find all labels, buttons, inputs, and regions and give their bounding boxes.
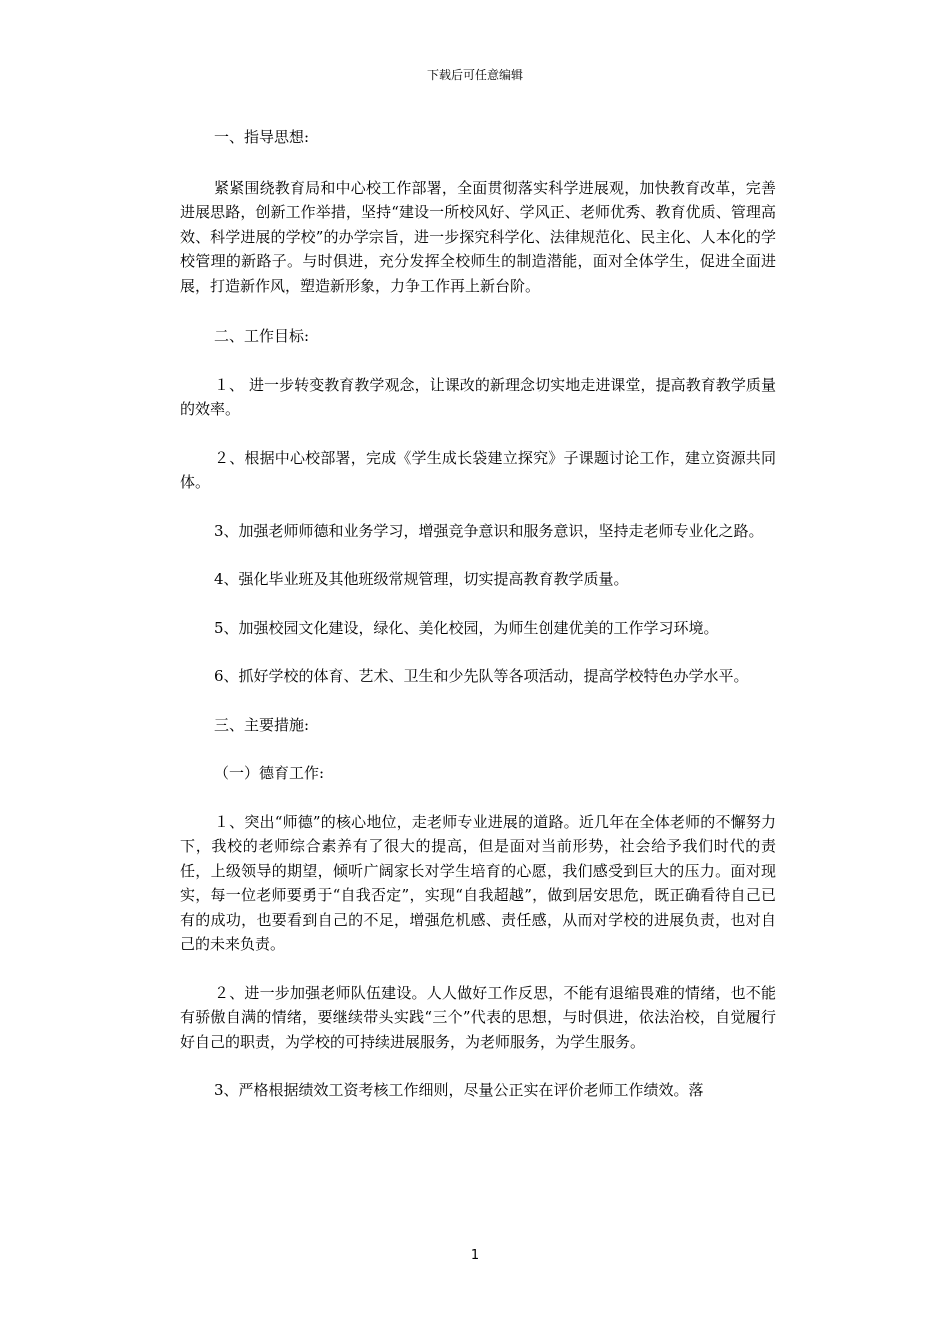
header-note: 下载后可任意编辑 [426, 68, 523, 82]
measure-item-3: 3、严格根据绩效工资考核工作细则，尽量公正实在评价老师工作绩效。落 [214, 1081, 704, 1099]
page-number: 1 [470, 1248, 480, 1263]
goal-item-2: ２、根据中心校部署，完成《学生成长袋建立探究》子课题讨论工作，建立资源共同体。 [180, 448, 776, 491]
goal-item-6: 6、抓好学校的体育、艺术、卫生和少先队等各项活动，提高学校特色办学水平。 [214, 667, 749, 685]
goal-item-5: 5、加强校园文化建设，绿化、美化校园，为师生创建优美的工作学习环境。 [214, 618, 719, 637]
heading-work-goals: 二、工作目标: [214, 327, 310, 345]
heading-main-measures: 三、主要措施: [214, 715, 310, 734]
measure-item-1: １、突出“师德”的核心地位，走老师专业进展的道路。近几年在全体老师的不懈努力下，我校的老师综合素养有了很大的提高，但是面对当前形势，社会给予我们时代的责任，上级领导的期望，倾听广阔家长对学生培育的心愿，我们感受到巨大的压力。面对现实，每一位老师要勇于“自我否定”，实现“自我超越”，做到居安思危，既正确看待自己已有的成功，也要看到自己的不足，增强危机感、责任感，从而对学校的进展负责，也对自己的未来负责。 [180, 812, 776, 953]
measure-item-2: ２、进一步加强老师队伍建设。人人做好工作反思，不能有退缩畏难的情绪，也不能有骄傲自满的情绪，要继续带头实践“三个”代表的思想，与时俱进，依法治校，自觉履行好自己的职责，为学校的可持续进展服务，为老师服务，为学生服务。 [180, 983, 776, 1051]
goal-item-3: 3、加强老师师德和业务学习，增强竞争意识和服务意识，坚持走老师专业化之路。 [214, 521, 764, 540]
goal-item-4: 4、强化毕业班及其他班级常规管理，切实提高教育教学质量。 [214, 570, 629, 588]
heading-guiding-ideology: 一、指导思想: [214, 128, 310, 146]
goal-item-1: １、 进一步转变教育教学观念，让课改的新理念切实地走进课堂，提高教育教学质量的效率。 [180, 375, 776, 418]
document-body [180, 123, 776, 1103]
paragraph-guiding-ideology: 紧紧围绕教育局和中心校工作部署，全面贯彻落实科学进展观，加快教育改革，完善进展思路，创新工作举措，坚持“建设一所校风好、学风正、老师优秀、教育优质、管理高效、科学进展的学校”的办学宗旨，进一步探究科学化、法律规范化、民主化、人本化的学校管理的新路子。与时俱进，充分发挥全校师生的制造潜能，面对全体学生，促进全面进展，打造新作风，塑造新形象，力争工作再上新台阶。 [180, 178, 776, 295]
subheading-moral-education: （一）德育工作: [214, 764, 325, 782]
